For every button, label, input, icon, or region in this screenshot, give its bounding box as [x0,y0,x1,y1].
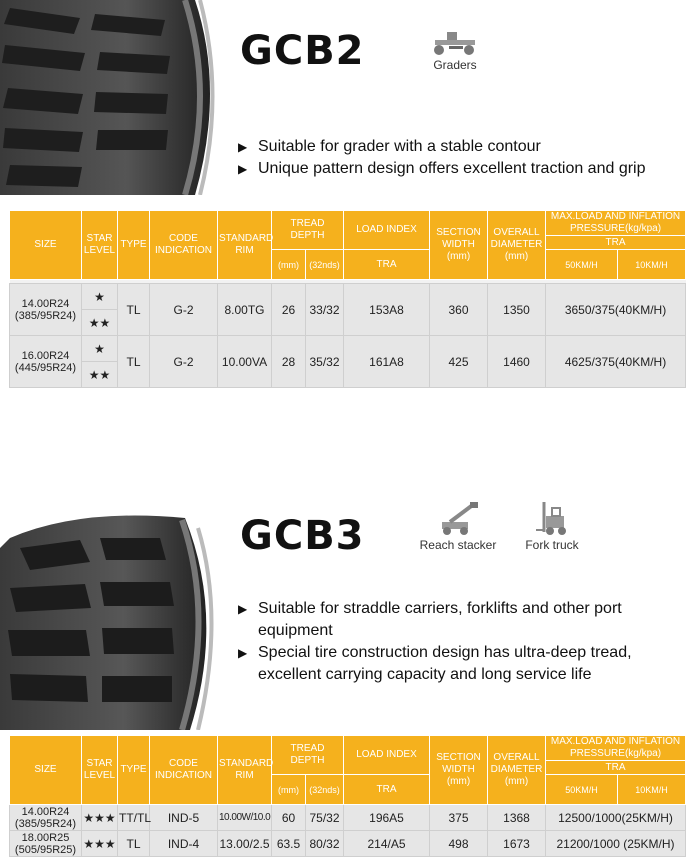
header-type: TYPE [118,736,150,805]
cell-rim: 8.00TG [218,284,272,336]
cell-rim: 10.00W/10.0 [218,805,272,831]
feature-list [236,598,686,686]
header-code: CODE INDICATION [150,211,218,280]
machine-label: Fork truck [525,538,579,552]
header-code: CODE INDICATION [150,736,218,805]
fork-truck-icon [532,500,572,536]
feature-item: ▶ Special tire construction design has ultra-deep tread, excellent carrying capacity and long service life [238,644,632,683]
cell-star: ★★ [82,362,118,388]
cell-size: 16.00R24 (445/95R24) [10,336,82,388]
header-load-index: LOAD INDEX [344,736,430,775]
cell-code: G-2 [150,284,218,336]
cell-load: 196A5 [344,805,430,831]
cell-type: TL [118,831,150,857]
cell-code: IND-5 [150,805,218,831]
header-type: TYPE [118,211,150,280]
cell-load: 214/A5 [344,831,430,857]
cell-type: TT/TL [118,805,150,831]
cell-max-load: 3650/375(40KM/H) [546,284,686,336]
gcb3-tire-image [0,508,225,730]
header-load-tra: TRA [344,250,430,280]
header-tread-mm: (mm) [272,775,306,805]
header-max-tra: TRA [546,761,686,775]
machine-label: Reach stacker [419,538,497,552]
header-max-tra: TRA [546,236,686,250]
header-rim: STANDARD RIM [218,736,272,805]
cell-load: 153A8 [344,284,430,336]
cell-max-load: 4625/375(40KM/H) [546,336,686,388]
cell-width: 425 [430,336,488,388]
gcb2-tire-image [0,0,225,195]
feature-item: ▶ Suitable for grader with a stable contour [236,136,696,158]
machine-grader [425,28,485,72]
header-tread-mm: (mm) [272,250,306,280]
header-speed-50: 50KM/H [546,775,618,805]
bullet-triangle-icon: ▶ [238,602,248,616]
cell-tread-mm: 28 [272,336,306,388]
header-section-width: SECTION WIDTH (mm) [430,211,488,280]
cell-tread-mm: 26 [272,284,306,336]
cell-diameter: 1350 [488,284,546,336]
header-max-load: MAX.LOAD AND INFLATION PRESSURE(kg/kpa) [546,736,686,761]
cell-rim: 13.00/2.5 [218,831,272,857]
cell-tread-mm: 63.5 [272,831,306,857]
machine-reach-stacker [412,500,504,552]
table-row [10,336,686,362]
machine-label: Graders [433,58,477,72]
table-row [10,805,686,831]
cell-star: ★ [82,336,118,362]
header-size: SIZE [10,211,82,280]
cell-star: ★★ [82,310,118,336]
cell-rim: 10.00VA [218,336,272,388]
table-row [10,831,686,857]
header-star-level: STAR LEVEL [82,736,118,805]
header-overall-diameter: OVERALL DIAMETER (mm) [488,736,546,805]
cell-size: 14.00R24 (385/95R24) [10,284,82,336]
feature-item: ▶ Unique pattern design offers excellent traction and grip [236,158,696,180]
cell-tread-32: 75/32 [306,805,344,831]
header-size: SIZE [10,736,82,805]
cell-star: ★★★ [82,805,118,831]
header-tread-depth: TREAD DEPTH [272,211,344,250]
cell-star: ★ [82,284,118,310]
model-title: GCB2 [240,28,365,74]
header-section-width: SECTION WIDTH (mm) [430,736,488,805]
gcb2-spec-table [9,210,686,388]
cell-code: IND-4 [150,831,218,857]
header-tread-32nds: (32nds) [306,775,344,805]
cell-tread-32: 80/32 [306,831,344,857]
cell-width: 360 [430,284,488,336]
header-max-load: MAX.LOAD AND INFLATION PRESSURE(kg/kpa) [546,211,686,236]
bullet-triangle-icon: ▶ [238,140,248,154]
cell-width: 498 [430,831,488,857]
bullet-triangle-icon: ▶ [238,646,248,660]
model-title: GCB3 [240,513,365,559]
gcb3-spec-table [9,735,686,857]
header-overall-diameter: OVERALL DIAMETER (mm) [488,211,546,280]
header-speed-10: 10KM/H [618,775,686,805]
header-rim: STANDARD RIM [218,211,272,280]
grader-icon [429,28,481,56]
gcb2-section [0,0,700,400]
table-row [10,284,686,310]
header-tread-32nds: (32nds) [306,250,344,280]
header-star-level: STAR LEVEL [82,211,118,280]
gcb3-section [0,490,700,868]
cell-type: TL [118,284,150,336]
cell-star: ★★★ [82,831,118,857]
cell-max-load: 21200/1000 (25KM/H) [546,831,686,857]
cell-width: 375 [430,805,488,831]
header-speed-50: 50KM/H [546,250,618,280]
reach-stacker-icon [436,500,480,536]
header-load-tra: TRA [344,775,430,805]
header-speed-10: 10KM/H [618,250,686,280]
cell-load: 161A8 [344,336,430,388]
cell-diameter: 1460 [488,336,546,388]
cell-size: 18.00R25 (505/95R25) [10,831,82,857]
cell-code: G-2 [150,336,218,388]
feature-list [236,136,696,180]
header-tread-depth: TREAD DEPTH [272,736,344,775]
cell-diameter: 1368 [488,805,546,831]
cell-size: 14.00R24 (385/95R24) [10,805,82,831]
bullet-triangle-icon: ▶ [238,162,248,176]
cell-diameter: 1673 [488,831,546,857]
cell-type: TL [118,336,150,388]
header-load-index: LOAD INDEX [344,211,430,250]
cell-tread-32: 35/32 [306,336,344,388]
cell-tread-mm: 60 [272,805,306,831]
machine-fork-truck [512,500,592,552]
feature-item: ▶ Suitable for straddle carriers, forklifts and other port equipment [238,600,622,639]
cell-max-load: 12500/1000(25KM/H) [546,805,686,831]
cell-tread-32: 33/32 [306,284,344,336]
